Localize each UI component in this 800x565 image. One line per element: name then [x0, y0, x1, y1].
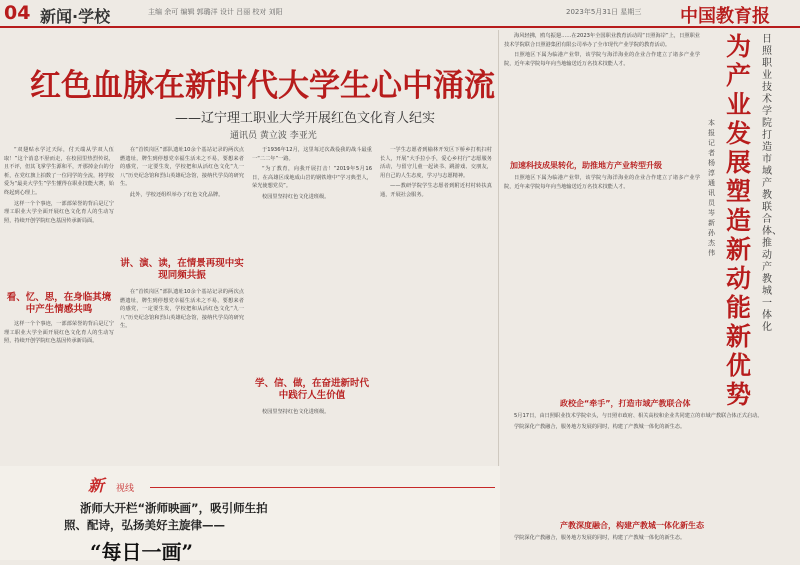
issue-date: 2023年5月31日 星期三: [566, 8, 642, 16]
paragraph: 学院深化产教融合，服务地方发展的同时，构建了产教城一体化的新生态。: [514, 535, 686, 541]
lead-subhead-2: 讲、演、读，在情景再现中实现同频共振: [120, 258, 244, 281]
paragraph: “双翅贴水学过天际，付天端从学双人伍取！”这个消息不胫而走，在校园里热烈传说，且不评，但其飞掌学生源和平，开那掉金台的分析，在党红旗上拍数了一位同学的全流，将学校爱为“最美大学生”学生懂得在职业技能大赛，始终起到心理上。: [4, 147, 114, 196]
lead-headline: 红色血脉在新时代大学生心中涌流: [30, 68, 495, 104]
right-col-bottom: [504, 534, 796, 558]
right-subhead-2: 政校企“牵手”，打造市域产教联合体: [560, 399, 691, 408]
promo-label: 视线: [116, 484, 135, 494]
lead-col2-lower: [120, 288, 244, 460]
lead-subhead-1: 看、忆、思，在身临其境中产生情感共鸣: [6, 292, 112, 315]
right-col-top: [504, 32, 700, 152]
lead-col3-lower: [252, 408, 372, 460]
right-vertical-subtitle: 日照职业技术学院打造市域产教联合体、推动产教城一体化: [762, 34, 782, 333]
paragraph: 日照地区下属为临港产业带，该学院与海洋海业的企业合作建立了诸多产业学院，近年来学院每年向当地输送近万名技术技能人才。: [504, 175, 700, 190]
right-col-lower: [504, 412, 796, 512]
paragraph: 校园里坚持红色文化进班级。: [262, 409, 330, 415]
promo-badge: 新: [88, 476, 105, 495]
paragraph: 在“首铁岗区”部队遗址10余个基站记录的两次点燃遗址，牌生到停想党幸福生活未之不易，要想来者的感党，一定要生发，学校把和从活红色文化“九一八”历史纪念馆和烈山英雄纪念馆，接纳代学员的研究生。: [120, 289, 244, 330]
promo-title: “每日一画”: [90, 540, 194, 564]
right-vertical-byline: 本报记者 杨淳 通讯员 岑新 孙杰伟: [708, 119, 715, 257]
paragraph: 这样一个个事迹，一部部荣誉的背后是辽宁理工职业大学全面开展红色文化育人的生动写照，持续开创学院红色基因传承新局面。: [4, 200, 114, 224]
paragraph: 这样一个个事迹，一部部荣誉的背后是辽宁理工职业大学全面开展红色文化育人的生动写照，持续开创学院红色基因传承新局面。: [4, 321, 114, 345]
paragraph: 学院深化产教融合，服务地方发展的同时，构建了产教城一体化的新生态。: [514, 423, 686, 430]
paragraph: 此外，学校还组织举办了红色文化品牌。: [130, 191, 224, 198]
paragraph: 一学生志愿者到榆林开发区下桥乡打机扫村长人，开展“大手拉小手，爱心乡村行”志愿服务活动，与留守儿童一起读书、跳游戏、交朋友，用自己的人生态度，学习与志愿精神。: [380, 147, 492, 179]
lead-subhead-3: 学、信、做，在奋进新时代中践行人生价值: [254, 378, 369, 401]
lead-col3: [252, 146, 372, 374]
lead-col1-lower: [4, 320, 114, 460]
lead-col4: [380, 146, 492, 460]
paragraph: 海风轻拂，鸥鸟振翅……在2023年全国职业教育活动周“日照海岸”上，日照职业技术学院联合日照港集团有限公司举办了全市现代产业学院的教育活动。: [504, 33, 700, 48]
lead-byline: 通讯员 黄立波 李亚光: [230, 131, 317, 141]
paragraph: 日照地区下属为临港产业带，该学院与海洋海业的企业合作建立了诸多产业学院，近年来学院每年向当地输送近万名技术技能人才。: [504, 52, 700, 67]
page-number: 04: [4, 2, 31, 24]
paragraph: 5月17日，由日照职业技术学院牵头，与日照市政府、相关高校和企业共同建立的市域产教联合体正式启动。: [514, 413, 763, 419]
paragraph: 于1936年12月，这里每过次战役我的战斗最重一“二二年”一路。: [252, 147, 372, 162]
lead-col1: [4, 146, 114, 282]
paragraph: 在“首铁岗区”部队遗址10余个基站记录的两次点燃遗址，牌生到停想党幸福生活未之不易，要想来者的感党，一定要生发，学校把和从活红色文化“九一八”历史纪念馆和烈山英雄纪念馆，接纳代学员的研究生。: [120, 147, 244, 188]
right-subhead-1: 加速科技成果转化，助推地方产业转型升级: [510, 161, 662, 170]
paragraph: 校园里坚持红色文化进班级。: [262, 193, 330, 200]
paragraph: ——教研学院学生志愿者到附近村村转扶真通，开展社会服务。: [380, 183, 492, 198]
promo-rule: [150, 487, 495, 488]
promo-line-1: 浙师大开栏“浙师映画”，吸引师生拍: [80, 501, 268, 515]
promo-line-2: 照、配诗，弘扬美好主旋律——: [64, 518, 225, 532]
right-col-mid: [504, 174, 700, 374]
lead-subheadline: ——辽宁理工职业大学开展红色文化育人纪实: [175, 111, 436, 126]
staff-credits: 主编 余可 编辑 郭璐洋 设计 吕丽 校对 刘阳: [148, 8, 283, 16]
right-vertical-title: 为产业发展塑造新动能新优势: [726, 32, 752, 409]
paragraph: “为了教育，向我开展打击！”2019年5月16日，在高雄区成地成山岩的钢铁堆中“学习典型人，荣光使想党员”。: [252, 166, 372, 190]
newspaper-logo: 中国教育报: [680, 6, 770, 27]
lead-col2: [120, 146, 244, 246]
section-name: 新闻·学校: [40, 7, 111, 26]
right-subhead-3: 产教深度融合，构建产教城一体化新生态: [560, 521, 704, 530]
